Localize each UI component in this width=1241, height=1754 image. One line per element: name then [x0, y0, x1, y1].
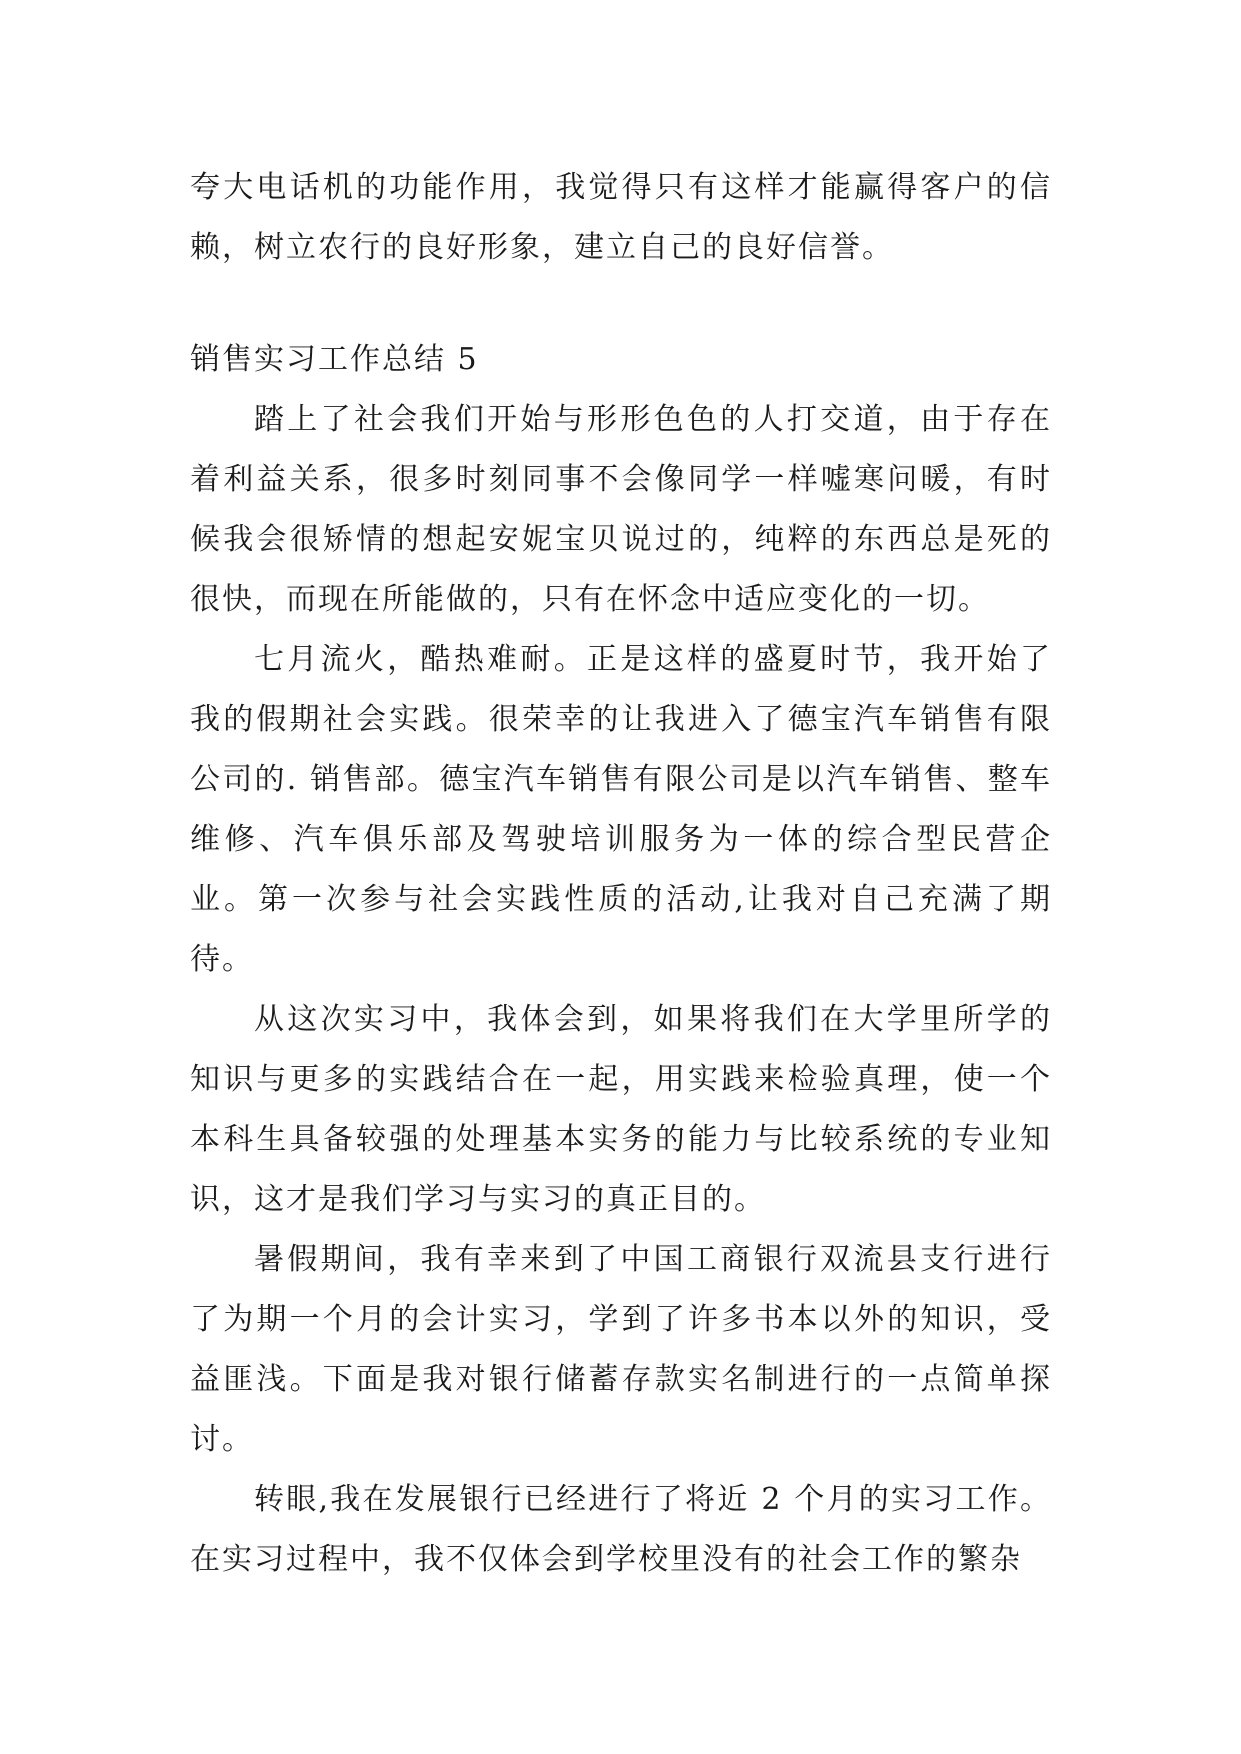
body-paragraph-1: 踏上了社会我们开始与形形色色的人打交道，由于存在着利益关系，很多时刻同事不会像同学一样嘘寒问暖，有时候我会很矫情的想起安妮宝贝说过的，纯粹的东西总是死的很快，而现在所能做的，只有在怀念中适应变化的一切。: [190, 402, 1052, 617]
body-paragraph-4: 暑假期间，我有幸来到了中国工商银行双流县支行进行了为期一个月的会计实习，学到了许多书本以外的知识，受益匪浅。下面是我对银行储蓄存款实名制进行的一点简单探讨。: [190, 1242, 1052, 1457]
body-paragraph-3: 从这次实习中，我体会到，如果将我们在大学里所学的知识与更多的实践结合在一起，用实践来检验真理，使一个本科生具备较强的处理基本实务的能力与比较系统的专业知识，这才是我们学习与实习的真正目的。: [190, 1002, 1052, 1217]
intro-paragraph: 夸大电话机的功能作用，我觉得只有这样才能赢得客户的信赖，树立农行的良好形象，建立自己的良好信誉。: [190, 170, 1052, 265]
section-heading: 销售实习工作总结 5: [190, 342, 479, 377]
body-paragraph-2: 七月流火，酷热难耐。正是这样的盛夏时节，我开始了我的假期社会实践。很荣幸的让我进入了德宝汽车销售有限公司的. 销售部。德宝汽车销售有限公司是以汽车销售、整车维修、汽车俱乐部及驾驶培训服务为一体的综合型民营企业。第一次参与社会实践性质的活动,让我对自己充满了期待。: [190, 642, 1052, 977]
document-body: [190, 158, 1052, 1590]
body-paragraph-5: 转眼,我在发展银行已经进行了将近 2 个月的实习工作。在实习过程中，我不仅体会到学校里没有的社会工作的繁杂: [190, 1482, 1052, 1577]
